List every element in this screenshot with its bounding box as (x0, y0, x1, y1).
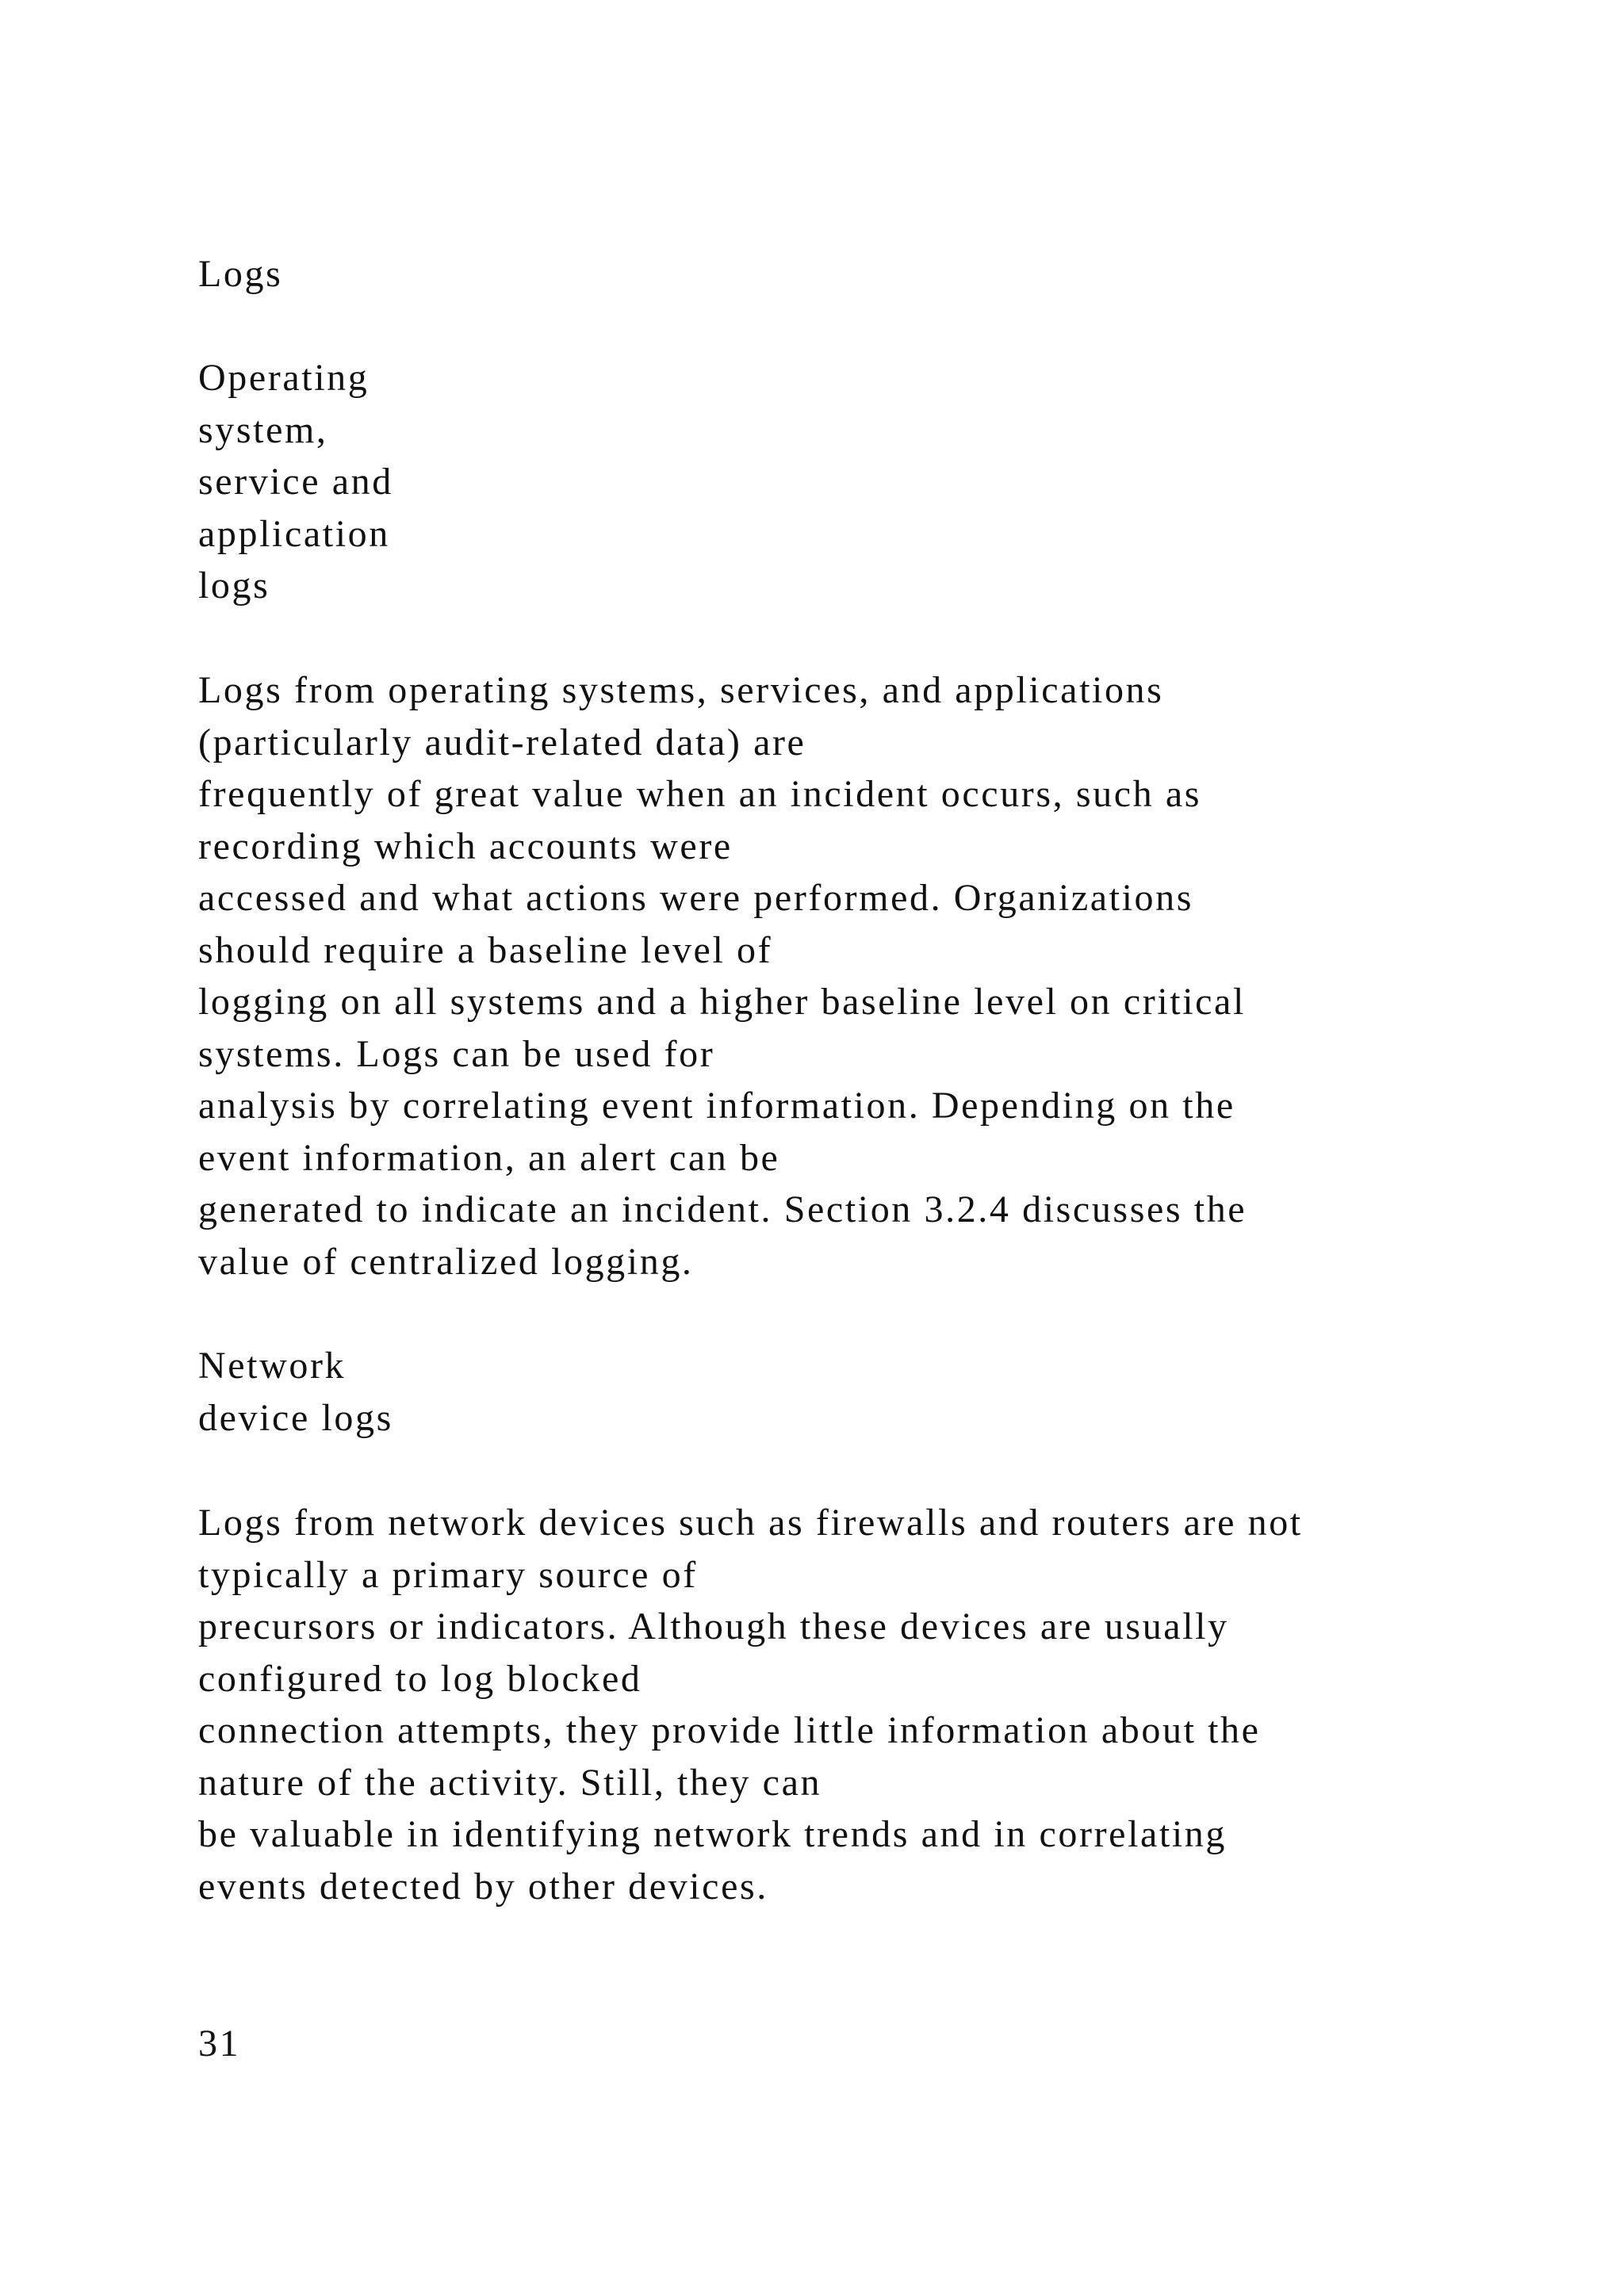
body-line: (particularly audit-related data) are (198, 721, 806, 763)
body-line: precursors or indicators. Although these devices are usually (198, 1605, 1229, 1647)
section-label-line: Network (198, 1345, 347, 1387)
title-text: Logs (198, 253, 283, 295)
body-line: generated to indicate an incident. Section 3.2.4 discusses the (198, 1188, 1247, 1230)
body-line: accessed and what actions were performed. Organizations (198, 877, 1193, 919)
body-line: connection attempts, they provide little information about the (198, 1709, 1261, 1751)
page-number-text: 31 (198, 2022, 241, 2064)
page-title (198, 248, 282, 300)
body-line: analysis by correlating event information. Depending on the (198, 1085, 1235, 1127)
section-label-line: application (198, 512, 390, 555)
body-line: event information, an alert can be (198, 1136, 780, 1179)
body-line: should require a baseline level of (198, 928, 773, 971)
body-line: recording which accounts were (198, 825, 733, 867)
body-line: typically a primary source of (198, 1553, 698, 1596)
section-label-line: service and (198, 461, 393, 503)
section-label-line: device logs (198, 1396, 393, 1439)
body-line: frequently of great value when an incident occurs, such as (198, 773, 1202, 815)
body-line: Logs from network devices such as firewalls and routers are not (198, 1502, 1303, 1544)
body-line: configured to log blocked (198, 1657, 642, 1700)
section-body-os-logs (198, 664, 1247, 1288)
section-label-line: logs (198, 564, 270, 607)
page-number (198, 2018, 240, 2070)
section-body-network-logs (198, 1497, 1303, 1912)
body-line: Logs from operating systems, services, and applications (198, 669, 1164, 711)
body-line: events detected by other devices. (198, 1865, 768, 1908)
section-label-line: Operating (198, 357, 370, 399)
body-line: systems. Logs can be used for (198, 1032, 715, 1075)
section-label-network-logs (198, 1340, 393, 1444)
section-label-os-logs (198, 352, 393, 612)
body-line: logging on all systems and a higher baseline level on critical (198, 981, 1246, 1023)
section-label-line: system, (198, 408, 328, 451)
body-line: be valuable in identifying network trends and in correlating (198, 1813, 1227, 1855)
body-line: nature of the activity. Still, they can (198, 1761, 822, 1804)
body-line: value of centralized logging. (198, 1240, 694, 1283)
